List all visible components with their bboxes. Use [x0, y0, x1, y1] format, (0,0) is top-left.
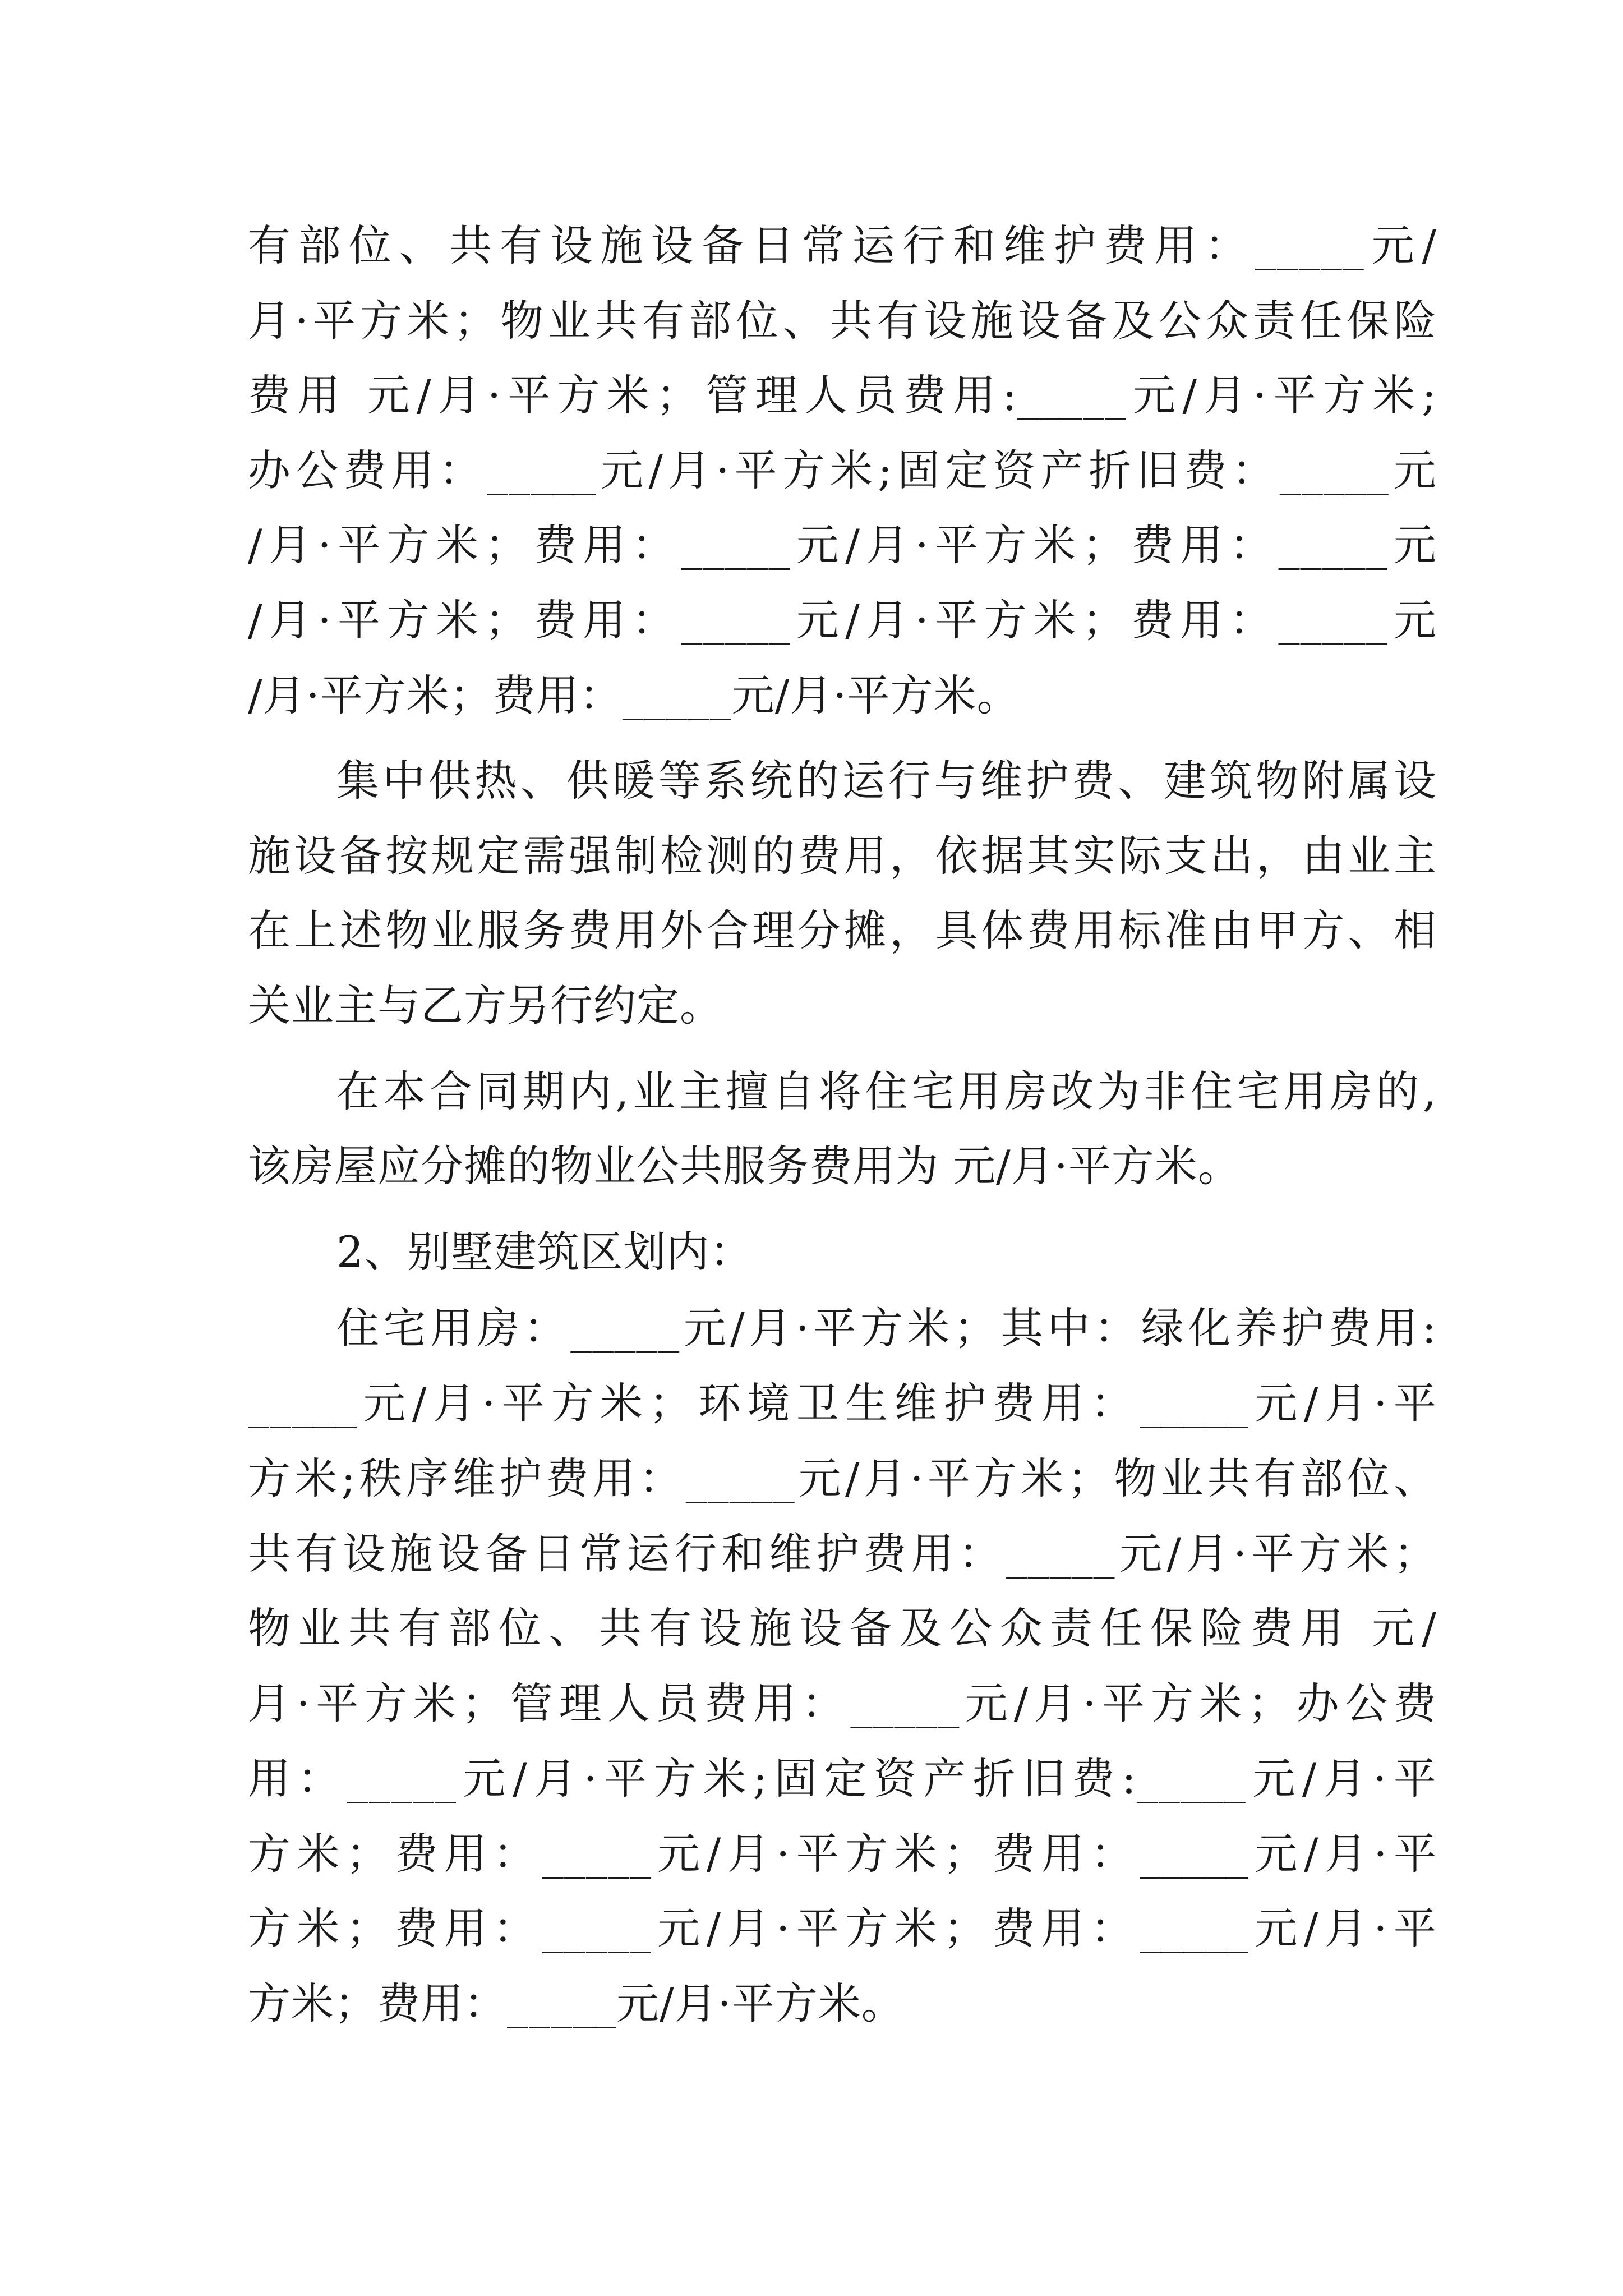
- text-line: 在上述物业服务费用外合理分摊，具体费用标准由甲方、相: [248, 905, 1437, 955]
- text-line: 方米；费用：_____元/月·平方米；费用：_____元/月·平: [248, 1903, 1437, 1953]
- text-line: 费用 元/月·平方米；管理人员费用:_____元/月·平方米;: [248, 370, 1437, 420]
- text-line: 物业共有部位、共有设施设备及公众责任保险费用 元/: [248, 1603, 1437, 1653]
- text-line: 月·平方米；管理人员费用：_____元/月·平方米；办公费: [248, 1678, 1437, 1728]
- text-line: 月·平方米；物业共有部位、共有设施设备及公众责任保险: [248, 296, 1437, 346]
- text-line: 方米;秩序维护费用：_____元/月·平方米；物业共有部位、: [248, 1453, 1437, 1503]
- section-heading: 2、别墅建筑区划内：: [336, 1227, 753, 1277]
- text-line: _____元/月·平方米；环境卫生维护费用：_____元/月·平: [248, 1378, 1437, 1428]
- text-line: 该房屋应分摊的物业公共服务费用为 元/月·平方米。: [248, 1141, 1241, 1191]
- text-line: 用：_____元/月·平方米;固定资产折旧费:_____元/月·平: [248, 1754, 1437, 1803]
- text-line: 关业主与乙方另行约定。: [248, 981, 723, 1030]
- text-line: 施设备按规定需强制检测的费用，依据其实际支出，由业主: [248, 831, 1437, 881]
- text-line: /月·平方米；费用：_____元/月·平方米；费用：_____元: [248, 520, 1437, 570]
- paragraph-first-line: 住宅用房：_____元/月·平方米；其中：绿化养护费用:: [336, 1303, 1437, 1353]
- paragraph-first-line: 在本合同期内,业主擅自将住宅用房改为非住宅用房的,: [336, 1066, 1437, 1116]
- text-line: /月·平方米；费用：_____元/月·平方米；费用：_____元: [248, 595, 1437, 645]
- text-line: /月·平方米；费用：_____元/月·平方米。: [248, 670, 1020, 720]
- text-line: 共有设施设备日常运行和维护费用：_____元/月·平方米；: [248, 1529, 1437, 1579]
- text-line: 方米；费用：_____元/月·平方米。: [248, 1978, 905, 2028]
- text-line: 有部位、共有设施设备日常运行和维护费用：_____元/: [248, 220, 1437, 270]
- text-line: 方米；费用：_____元/月·平方米；费用：_____元/月·平: [248, 1829, 1437, 1879]
- text-line: 办公费用：_____元/月·平方米;固定资产折旧费：_____元: [248, 445, 1437, 495]
- paragraph-first-line: 集中供热、供暖等系统的运行与维护费、建筑物附属设: [336, 756, 1437, 806]
